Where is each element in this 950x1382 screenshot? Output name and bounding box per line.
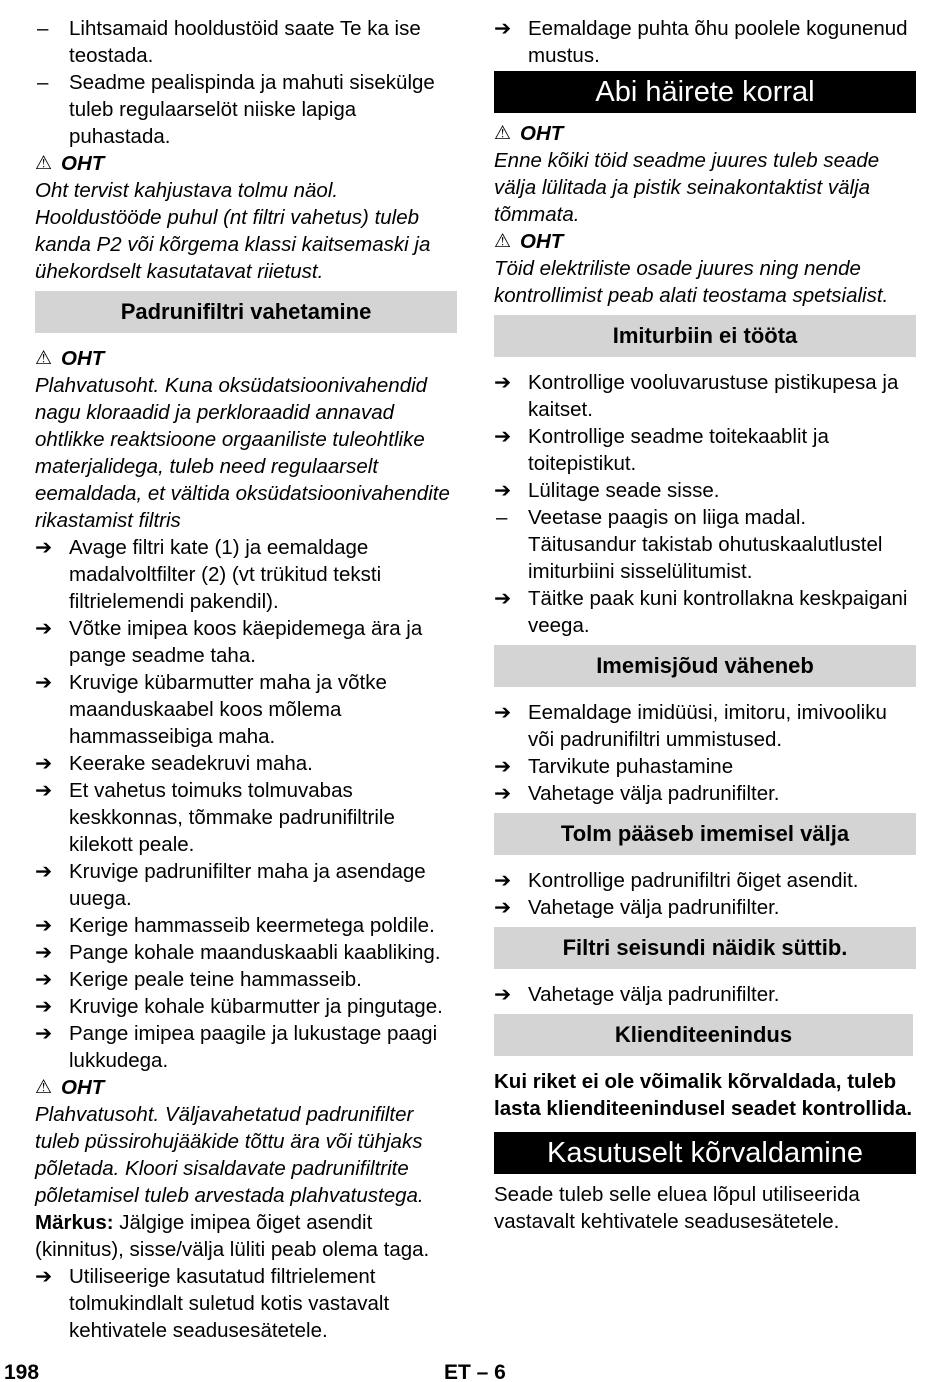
step-text: Tarvikute puhastamine xyxy=(528,755,734,778)
warning-heading xyxy=(35,1074,457,1101)
arrow-icon: ➔ xyxy=(494,371,512,394)
step-text: Avage filtri kate (1) ja eemaldage madalvoltfilter (2) (vt trükitud teksti filtrielemendi pakendil). xyxy=(69,536,382,613)
chapter-title: Kasutuselt kõrvaldamine xyxy=(494,1132,916,1174)
step-text: Täitke paak kuni kontrollakna keskpaigani veega. xyxy=(528,587,908,637)
arrow-icon: ➔ xyxy=(494,782,512,805)
step-text: Kontrollige padrunifiltri õiget asendit. xyxy=(528,869,859,892)
step-item xyxy=(494,780,916,807)
warning-text: Plahvatusoht. Kuna oksüdatsioonivahendid nagu kloraadid ja perkloraadid annavad ohtlikke reaktsioone orgaaniliste tuleohtlike materjalidega, tuleb need regulaarselt eemaldada, et vältida oksüdatsioonivahendite rikastamist filtris xyxy=(35,374,450,532)
arrow-icon: ➔ xyxy=(494,869,512,892)
step-item xyxy=(35,1263,457,1344)
service-text: Kui riket ei ole võimalik kõrvaldada, tuleb lasta klienditeenindusel seadet kontrollida. xyxy=(494,1070,913,1120)
step-item xyxy=(35,858,457,912)
step-item xyxy=(35,534,457,615)
step-item xyxy=(35,669,457,750)
warning-heading xyxy=(35,150,457,177)
step-item xyxy=(494,894,916,921)
arrow-icon: ➔ xyxy=(35,779,53,802)
step-text: Lülitage seade sisse. xyxy=(528,479,720,502)
step-text: Kerige hammasseib keermetega poldile. xyxy=(69,914,435,937)
warning-text: Oht tervist kahjustava tolmu näol. Hooldustööde puhul (nt filtri vahetus) tuleb kanda P2 või kõrgema klassi kaitsemaski ja ühekordselt kasutatavat riietust. xyxy=(35,179,431,283)
note-label: Märkus: xyxy=(35,1211,114,1234)
arrow-icon: ➔ xyxy=(35,536,53,559)
arrow-icon: ➔ xyxy=(494,425,512,448)
list-item xyxy=(35,69,457,150)
step-item xyxy=(35,966,457,993)
dash-marker: – xyxy=(37,71,49,94)
arrow-icon: ➔ xyxy=(494,479,512,502)
arrow-icon: ➔ xyxy=(494,17,512,40)
dash-marker: – xyxy=(37,17,49,40)
left-column xyxy=(35,15,457,1344)
step-text: Eemaldage puhta õhu poolele kogunenud mustus. xyxy=(528,17,908,67)
warning-label: OHT xyxy=(520,122,564,145)
arrow-icon: ➔ xyxy=(35,914,53,937)
warning-icon: ⚠ xyxy=(494,123,512,144)
warning-text: Plahvatusoht. Väljavahetatud padrunifilter tuleb püssirohujääkide tõttu ära või tühjaks põletada. Kloori sisaldavate padrunifiltrite põletamisel tuleb arvestada plahvatustega. xyxy=(35,1103,424,1207)
arrow-icon: ➔ xyxy=(35,617,53,640)
warning-label: OHT xyxy=(61,1076,105,1099)
step-text: Pange imipea paagile ja lukustage paagi lukkudega. xyxy=(69,1022,438,1072)
step-item xyxy=(494,369,916,423)
step-item xyxy=(494,423,916,477)
step-item xyxy=(494,585,916,639)
section-title: Imemisjõud väheneb xyxy=(494,645,916,687)
step-item xyxy=(35,912,457,939)
step-text: Kontrollige seadme toitekaablit ja toitepistikut. xyxy=(528,425,829,475)
arrow-icon: ➔ xyxy=(494,755,512,778)
step-item xyxy=(35,615,457,669)
warning-label: OHT xyxy=(61,152,105,175)
note-paragraph xyxy=(35,1209,457,1263)
arrow-icon: ➔ xyxy=(35,671,53,694)
list-item xyxy=(494,504,916,585)
list-item-text: Lihtsamaid hooldustöid saate Te ka ise teostada. xyxy=(69,17,421,67)
warning-heading xyxy=(494,228,916,255)
section-title: Filtri seisundi näidik süttib. xyxy=(494,927,916,969)
arrow-icon: ➔ xyxy=(35,995,53,1018)
arrow-icon: ➔ xyxy=(35,860,53,883)
page-number: 198 xyxy=(4,1361,40,1382)
step-text: Et vahetus toimuks tolmuvabas keskkonnas, tõmmake padrunifiltrile kilekott peale. xyxy=(69,779,395,856)
step-item xyxy=(494,15,916,69)
step-text: Keerake seadekruvi maha. xyxy=(69,752,313,775)
arrow-icon: ➔ xyxy=(494,701,512,724)
step-text: Pange kohale maanduskaabli kaabliking. xyxy=(69,941,441,964)
step-text: Utiliseerige kasutatud filtrielement tolmukindlalt suletud kotis vastavalt kehtivatele seadusesätetele. xyxy=(69,1265,390,1342)
arrow-icon: ➔ xyxy=(494,896,512,919)
step-item xyxy=(35,1020,457,1074)
step-text: Eemaldage imidüüsi, imitoru, imivooliku või padrunifiltri ummistused. xyxy=(528,701,887,751)
arrow-icon: ➔ xyxy=(35,941,53,964)
warning-icon: ⚠ xyxy=(35,153,53,174)
note-text: Jälgige imipea õiget asendit (kinnitus), sisse/välja lüliti peab olema taga. xyxy=(35,1211,430,1261)
step-item xyxy=(494,753,916,780)
warning-icon: ⚠ xyxy=(35,1077,53,1098)
list-item xyxy=(35,15,457,69)
section-page-label: ET – 6 xyxy=(444,1361,506,1382)
warning-label: OHT xyxy=(520,230,564,253)
right-column xyxy=(494,15,916,1235)
step-item xyxy=(494,477,916,504)
arrow-icon: ➔ xyxy=(35,752,53,775)
arrow-icon: ➔ xyxy=(35,1265,53,1288)
step-item xyxy=(494,981,916,1008)
arrow-icon: ➔ xyxy=(35,1022,53,1045)
arrow-icon: ➔ xyxy=(494,983,512,1006)
step-item xyxy=(35,939,457,966)
dash-marker: – xyxy=(496,506,508,529)
step-text: Vahetage välja padrunifilter. xyxy=(528,896,780,919)
step-item xyxy=(35,777,457,858)
section-title: Padrunifiltri vahetamine xyxy=(35,291,457,333)
chapter-title: Abi häirete korral xyxy=(494,71,916,113)
step-text: Vahetage välja padrunifilter. xyxy=(528,782,780,805)
warning-heading xyxy=(494,120,916,147)
list-item-text: Seadme pealispinda ja mahuti sisekülge tuleb regulaarselöt niiske lapiga puhastada. xyxy=(69,71,435,148)
step-item xyxy=(35,750,457,777)
section-title: Imiturbiin ei tööta xyxy=(494,315,916,357)
step-text: Kerige peale teine hammasseib. xyxy=(69,968,362,991)
step-text: Kontrollige vooluvarustuse pistikupesa ja kaitset. xyxy=(528,371,899,421)
arrow-icon: ➔ xyxy=(35,968,53,991)
disposal-text: Seade tuleb selle eluea lõpul utiliseerida vastavalt kehtivatele seadusesätetele. xyxy=(494,1183,860,1233)
step-item xyxy=(494,867,916,894)
warning-text: Enne kõiki töid seadme juures tuleb seade välja lülitada ja pistik seinakontaktist välja tõmmata. xyxy=(494,149,880,226)
list-item-text: Veetase paagis on liiga madal. Täitusandur takistab ohutuskaalutlustel imiturbiini sisselülitumist. xyxy=(528,506,883,583)
arrow-icon: ➔ xyxy=(494,587,512,610)
section-title: Tolm pääseb imemisel välja xyxy=(494,813,916,855)
step-text: Kruvige padrunifilter maha ja asendage uuega. xyxy=(69,860,426,910)
warning-label: OHT xyxy=(61,347,105,370)
step-text: Vahetage välja padrunifilter. xyxy=(528,983,780,1006)
step-item xyxy=(494,699,916,753)
step-item xyxy=(35,993,457,1020)
warning-text: Töid elektriliste osade juures ning nende kontrollimist peab alati teostama spetsialist. xyxy=(494,257,889,307)
warning-heading xyxy=(35,345,457,372)
section-title: Klienditeenindus xyxy=(494,1014,913,1056)
warning-icon: ⚠ xyxy=(35,348,53,369)
warning-icon: ⚠ xyxy=(494,231,512,252)
step-text: Kruvige kohale kübarmutter ja pingutage. xyxy=(69,995,443,1018)
step-text: Kruvige kübarmutter maha ja võtke maanduskaabel koos mõlema hammasseibiga maha. xyxy=(69,671,387,748)
step-text: Võtke imipea koos käepidemega ära ja pange seadme taha. xyxy=(69,617,423,667)
